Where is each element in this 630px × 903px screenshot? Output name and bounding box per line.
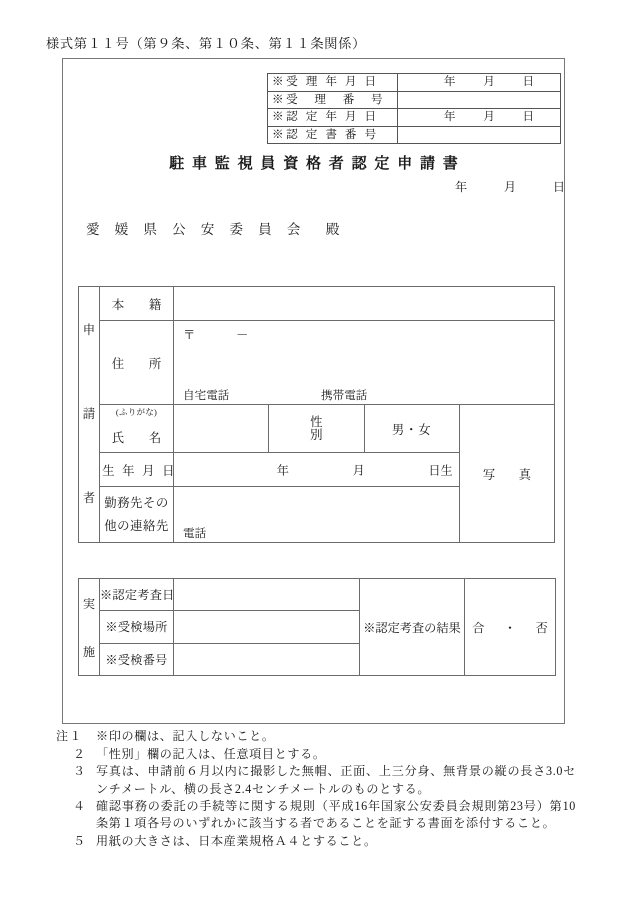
side-label-char-3: 者 xyxy=(82,491,96,506)
month-label: 月 xyxy=(503,180,517,194)
photo-area[interactable]: 写 真 xyxy=(459,405,554,543)
form-number-heading: 様式第１１号（第９条、第１０条、第１１条関係） xyxy=(46,36,367,51)
note-marker: ５ xyxy=(73,834,87,849)
address-field[interactable] xyxy=(174,321,555,405)
table-row xyxy=(268,126,561,144)
exam-result-label: ※認定考査の結果 xyxy=(360,579,465,676)
note-item xyxy=(56,798,576,832)
note-text: 写真は、申請前６月以内に撮影した無帽、正面、上三分身、無背景の縦の長さ3.0センチメートル、横の長さ2.4センチメートルのものとする。 xyxy=(96,764,576,796)
name-field[interactable] xyxy=(174,405,269,453)
addressee-line: 愛 媛 県 公 安 委 員 会 殿 xyxy=(86,222,346,237)
exam-implementation-table xyxy=(78,578,556,676)
birthdate-label: 生 年 月 日 xyxy=(100,453,174,487)
day-label: 日生 xyxy=(428,463,453,477)
notes-section xyxy=(56,728,576,851)
work-phone-label: 電話 xyxy=(183,527,207,540)
table-row xyxy=(268,74,561,92)
gender-options[interactable]: 男・女 xyxy=(364,405,459,453)
table-row xyxy=(79,579,556,611)
month-label: 月 xyxy=(483,110,495,124)
exam-number-field[interactable] xyxy=(174,643,360,675)
note-marker: ３ xyxy=(73,764,87,779)
year-label: 年 xyxy=(443,110,456,124)
day-label: 日 xyxy=(522,110,535,124)
exam-number-label: ※受検番号 xyxy=(100,643,174,675)
work-contact-label xyxy=(100,487,174,543)
name-label-cell xyxy=(100,405,174,453)
note-item xyxy=(56,833,576,850)
note-item xyxy=(56,746,576,763)
applicant-side-label xyxy=(79,287,100,543)
name-label: 氏 名 xyxy=(111,431,168,445)
receipt-certification-table xyxy=(267,73,561,144)
address-label: 住 所 xyxy=(100,321,174,405)
table-row xyxy=(79,321,555,405)
gender-label-char-1: 性 xyxy=(310,414,323,429)
permanent-domicile-label: 本 籍 xyxy=(100,287,174,321)
exam-side-label-char-1: 実 xyxy=(82,596,96,611)
permanent-domicile-field[interactable] xyxy=(174,287,555,321)
side-label-char-1: 申 xyxy=(82,323,96,338)
exam-date-field[interactable] xyxy=(174,579,360,611)
year-label: 年 xyxy=(455,180,468,194)
exam-date-label: ※認定考査日 xyxy=(100,579,174,611)
note-text: 「性別」欄の記入は、任意項目とする。 xyxy=(96,746,326,761)
certificate-number-label: ※認 定 書 番 号 xyxy=(268,126,398,144)
page-title: 駐車監視員資格者認定申請書 xyxy=(169,156,466,172)
table-row xyxy=(79,405,555,453)
note-text: 用紙の大きさは、日本産業規格Ａ４とすること。 xyxy=(96,834,377,849)
day-label: 日 xyxy=(522,75,535,89)
certificate-number-value[interactable] xyxy=(398,126,561,144)
exam-location-label: ※受検場所 xyxy=(100,611,174,643)
gender-label xyxy=(269,405,364,453)
day-label: 日 xyxy=(552,180,565,194)
table-row xyxy=(268,91,561,109)
certification-date-label: ※認 定 年 月 日 xyxy=(268,109,398,127)
applicant-information-table xyxy=(78,286,555,543)
side-label-char-2: 請 xyxy=(82,407,96,422)
note-marker: ４ xyxy=(73,799,87,814)
application-date-line xyxy=(455,178,565,195)
exam-result-options[interactable]: 合 ・ 否 xyxy=(465,579,556,676)
mobile-phone-label: 携帯電話 xyxy=(321,389,368,402)
note-text: 確認事務の委託の手続等に関する規則（平成16年国家公安委員会規則第23号）第10条第１項各号のいずれかに該当する者であることを証する書面を添付すること。 xyxy=(96,799,576,831)
birthdate-field[interactable] xyxy=(174,453,460,487)
receipt-date-label: ※受 理 年 月 日 xyxy=(268,74,398,92)
receipt-number-value[interactable] xyxy=(398,91,561,109)
work-contact-label-line1: 勤務先その xyxy=(104,495,169,510)
year-label: 年 xyxy=(443,75,456,89)
furigana-label: (ふりがな) xyxy=(115,407,158,417)
note-marker: ２ xyxy=(73,746,87,761)
postal-code-mark: 〒 xyxy=(183,328,196,342)
work-contact-label-line2: 他の連絡先 xyxy=(104,518,169,533)
receipt-date-value[interactable] xyxy=(398,74,561,92)
postal-code-dash: － xyxy=(236,328,249,342)
home-phone-label: 自宅電話 xyxy=(183,389,230,402)
note-item xyxy=(56,728,576,745)
year-label: 年 xyxy=(276,463,289,477)
receipt-number-label: ※受 理 番 号 xyxy=(268,91,398,109)
exam-side-label-char-2: 施 xyxy=(82,644,96,659)
note-text: ※印の欄は、記入しないこと。 xyxy=(96,729,275,743)
note-marker: 注１ xyxy=(56,729,84,743)
exam-location-field[interactable] xyxy=(174,611,360,643)
exam-side-label xyxy=(79,579,100,676)
work-contact-field[interactable] xyxy=(174,487,460,543)
certification-date-value[interactable] xyxy=(398,109,561,127)
table-row xyxy=(268,109,561,127)
table-row xyxy=(79,287,555,321)
month-label: 月 xyxy=(483,75,495,89)
month-label: 月 xyxy=(352,463,365,477)
note-item xyxy=(56,763,576,797)
gender-label-char-2: 別 xyxy=(310,427,323,442)
